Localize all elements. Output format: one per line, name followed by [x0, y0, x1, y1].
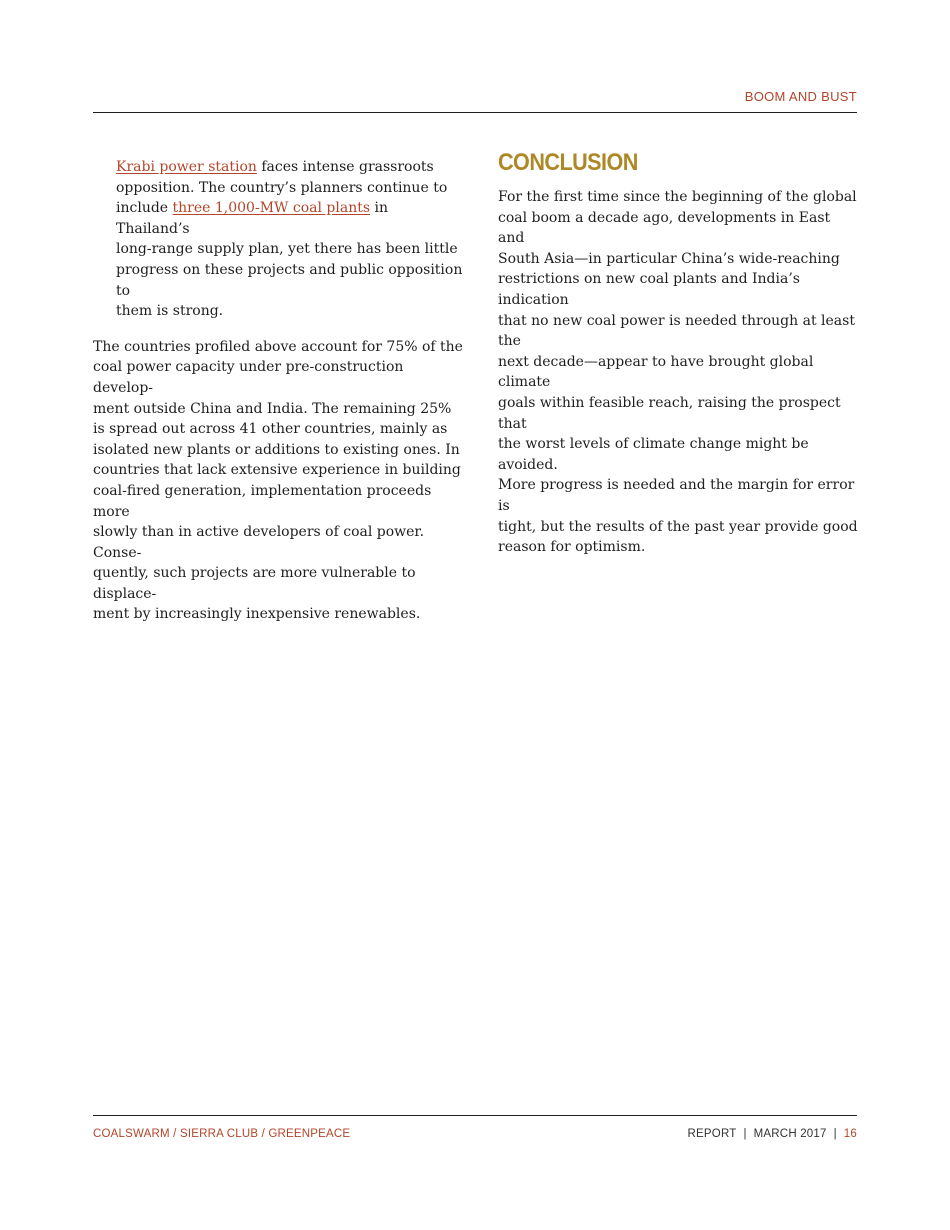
krabi-power-station-link[interactable]: Krabi power station: [116, 159, 257, 175]
header-rule: [93, 112, 857, 113]
left-column: [93, 157, 465, 625]
footer-separator: |: [833, 1128, 837, 1140]
page-number: 16: [843, 1128, 857, 1140]
footer-date: MARCH 2017: [753, 1128, 827, 1140]
footer-separator: |: [743, 1128, 747, 1140]
footer-meta: [688, 1128, 857, 1140]
footer-organizations: COALSWARM / SIERRA CLUB / GREENPEACE: [93, 1128, 351, 1140]
coal-plants-link[interactable]: three 1,000-MW coal plants: [172, 200, 371, 217]
thailand-paragraph: [93, 157, 465, 322]
conclusion-paragraph: For the first time since the beginning of the global coal boom a decade ago, developments in East and South Asia—in particular China’s wide-reaching restrictions on new coal plants and India’s indication that no new coal power is needed through at least the next decade—appear to have brought global climate goals within feasible reach, raising the prospect that the worst levels of climate change might be avoided. More progress is needed and the margin for error is tight, but the results of the past year provide good reason for optimism.: [498, 189, 858, 556]
footer-doc-type: REPORT: [687, 1128, 737, 1140]
footer-rule: [93, 1115, 857, 1116]
running-header-title: BOOM AND BUST: [744, 89, 857, 104]
thailand-text-1: faces intense grassroots opposition. The country’s planners continue to include: [116, 159, 448, 217]
thailand-text-2: in Thailand’s long-range supply plan, yet there has been little progress on these projects and public opposition to them is strong.: [116, 200, 463, 320]
right-column: [498, 187, 858, 558]
conclusion-heading: CONCLUSION: [498, 149, 638, 176]
countries-paragraph: The countries profiled above account for 75% of the coal power capacity under pre-construction develop- ment outside China and India. The remaining 25% is spread out across 41 other countries, mainly as isolated new plants or additions to existing ones. In countries that lack extensive experience in building coal-fired generation, implementation proceeds more slowly than in active developers of coal power. Conse- quently, such projects are more vulnerable to displace- ment by increasingly inexpensive renewables.: [93, 338, 463, 623]
